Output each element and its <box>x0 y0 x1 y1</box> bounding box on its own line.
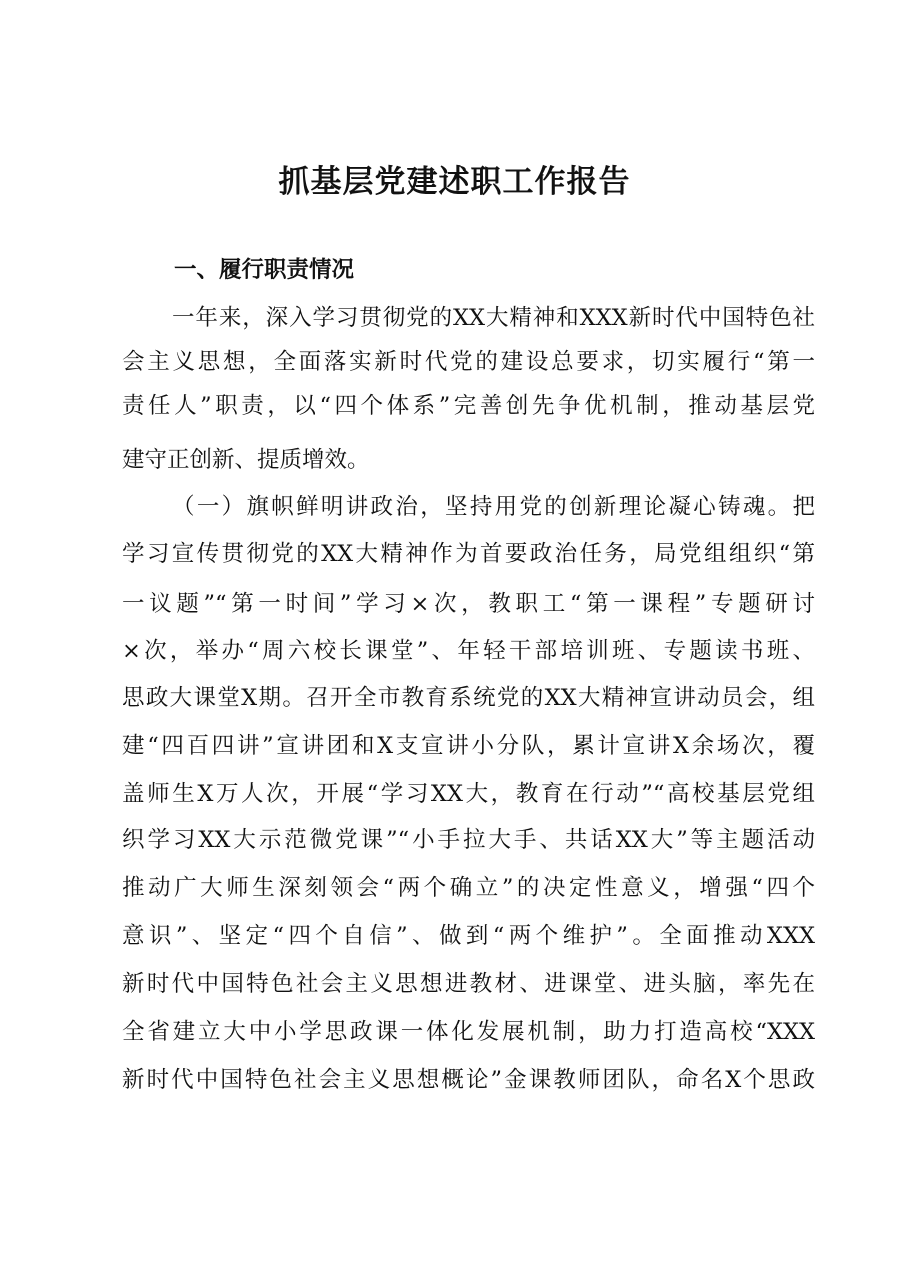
paragraph-line: （一）旗帜鲜明讲政治，坚持用党的创新理论凝心铸魂。把 <box>172 494 815 520</box>
paragraph-line: 推动广大师生深刻领会“两个确立”的决定性意义，增强“四个 <box>122 875 815 901</box>
paragraph-line: 会主义思想，全面落实新时代党的建设总要求，切实履行“第一 <box>122 349 815 375</box>
paragraph-line: 学习宣传贯彻党的XX大精神作为首要政治任务，局党组组织“第 <box>122 541 815 567</box>
paragraph-line: ×次，举办“周六校长课堂”、年轻干部培训班、专题读书班、 <box>122 638 815 664</box>
document-title: 抓基层党建述职工作报告 <box>278 164 631 200</box>
paragraph-line: 意识”、坚定“四个自信”、做到“两个维护”。全面推动XXX <box>122 923 815 949</box>
paragraph-line: 全省建立大中小学思政课一体化发展机制，助力打造高校“XXX <box>122 1019 815 1045</box>
paragraph-line: 新时代中国特色社会主义思想概论”金课教师团队，命名X个思政 <box>122 1067 815 1093</box>
paragraph-line: 思政大课堂X期。召开全市教育系统党的XX大精神宣讲动员会，组 <box>122 685 815 711</box>
paragraph-line: 建守正创新、提质增效。 <box>122 447 370 473</box>
paragraph-line: 责任人”职责，以“四个体系”完善创先争优机制，推动基层党 <box>122 393 815 419</box>
section-heading: 一、履行职责情况 <box>174 257 355 283</box>
paragraph-line: 盖师生X万人次，开展“学习XX大，教育在行动”“高校基层党组 <box>122 781 815 807</box>
paragraph-line: 建“四百四讲”宣讲团和X支宣讲小分队，累计宣讲X余场次，覆 <box>122 733 815 759</box>
paragraph-line: 织学习XX大示范微党课”“小手拉大手、共话XX大”等主题活动 <box>122 827 815 853</box>
paragraph-line: 一议题”“第一时间”学习×次，教职工“第一课程”专题研讨 <box>122 591 815 617</box>
paragraph-line: 一年来，深入学习贯彻党的XX大精神和XXX新时代中国特色社 <box>172 305 815 331</box>
paragraph-line: 新时代中国特色社会主义思想进教材、进课堂、进头脑，率先在 <box>122 971 815 997</box>
